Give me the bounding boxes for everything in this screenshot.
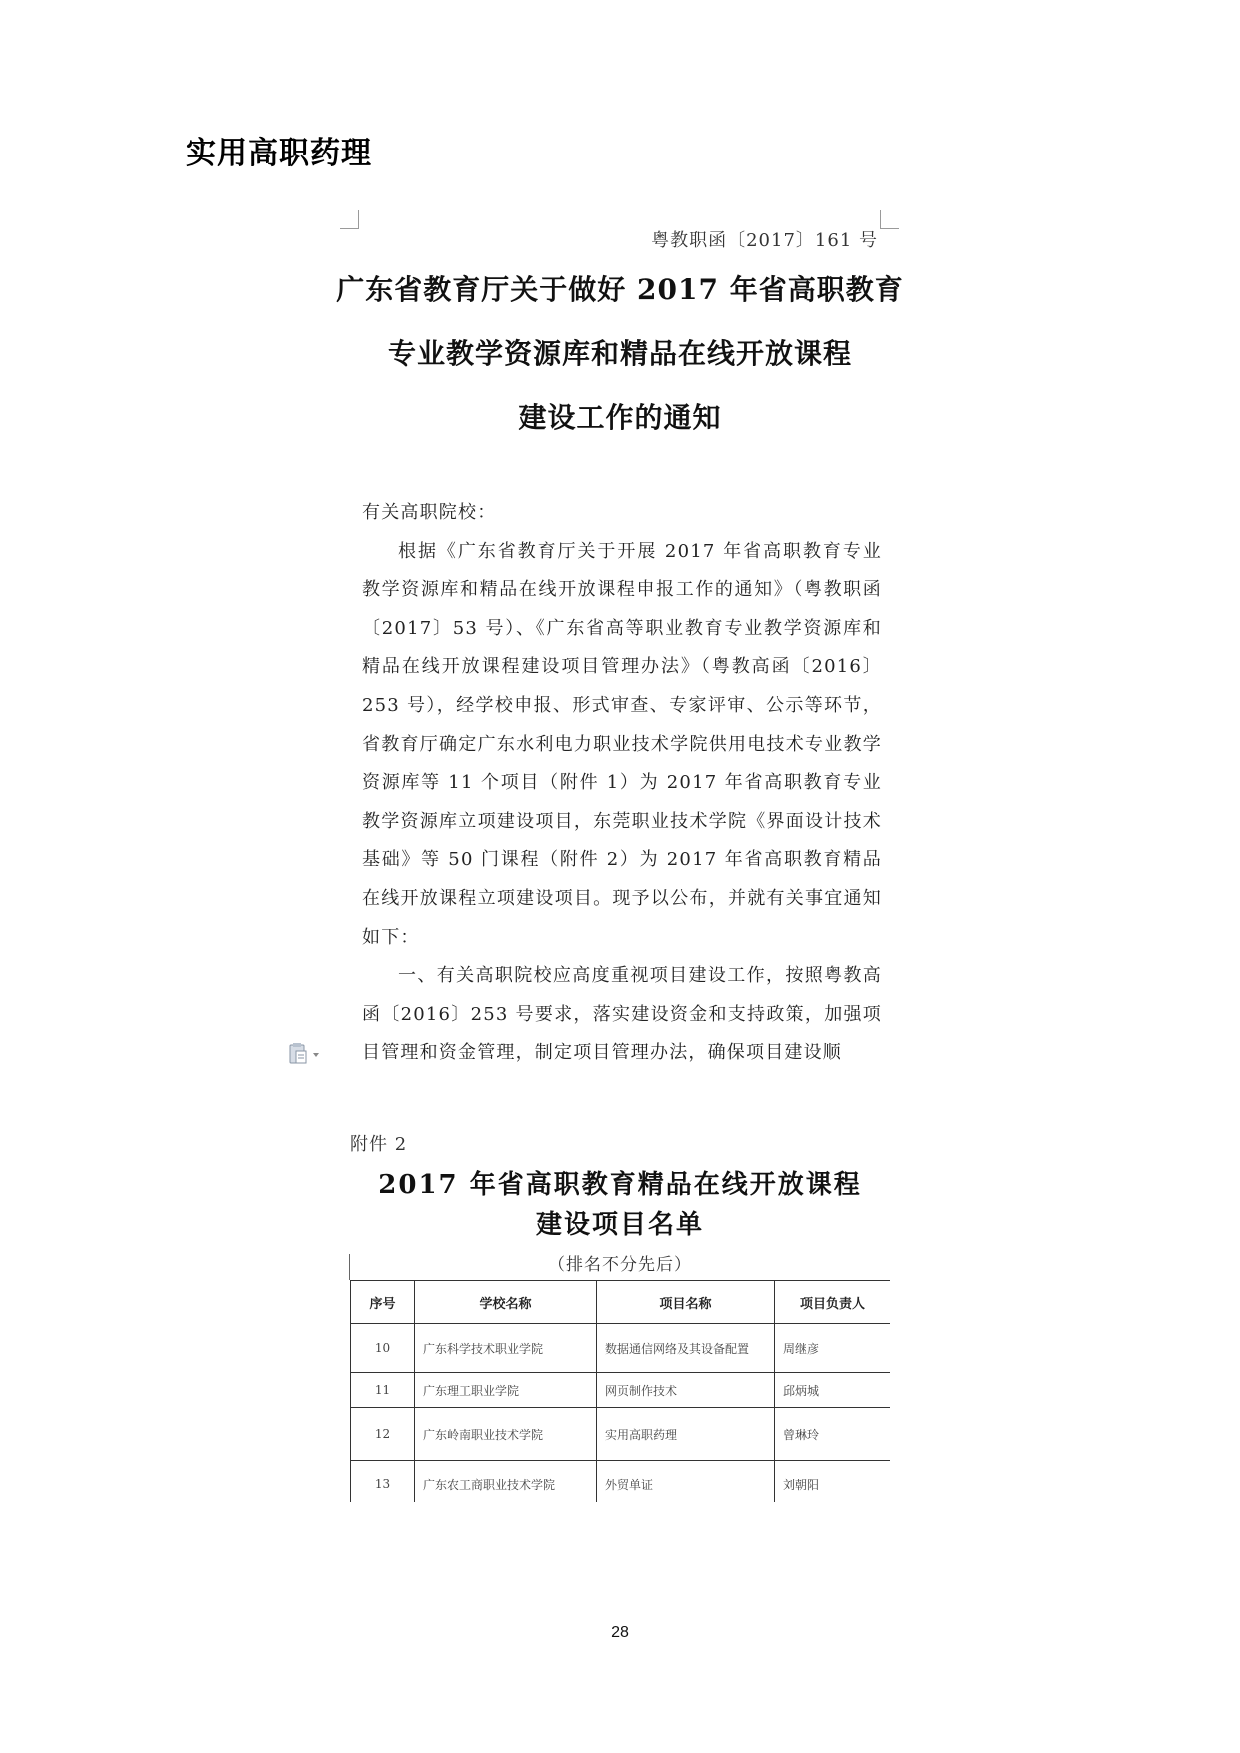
page-number: 28 (611, 1624, 629, 1641)
salutation: 有关高职院校： (362, 502, 497, 523)
crop-mark-top-right (880, 210, 899, 229)
header-serial: 序号 (351, 1281, 415, 1324)
cell-project: 实用高职药理 (597, 1408, 775, 1461)
table-row (351, 1373, 891, 1408)
cell-project: 网页制作技术 (597, 1373, 775, 1408)
table-row (351, 1461, 891, 1503)
cell-serial: 11 (351, 1373, 415, 1408)
cell-project: 外贸单证 (597, 1461, 775, 1503)
header-project: 项目名称 (597, 1281, 775, 1324)
notice-title-line-2: 专业教学资源库和精品在线开放课程 (387, 337, 852, 370)
list-title-line-2: 建设项目名单 (535, 1210, 704, 1240)
header-leader: 项目负责人 (775, 1281, 891, 1324)
table-row (351, 1408, 891, 1461)
cell-serial: 10 (351, 1324, 415, 1373)
notice-body (362, 494, 882, 1073)
cell-school: 广东理工职业学院 (415, 1373, 597, 1408)
cell-project: 数据通信网络及其设备配置 (597, 1324, 775, 1373)
cell-leader: 刘朝阳 (775, 1461, 891, 1503)
attachment-label: 附件 2 (350, 1134, 408, 1155)
cell-school: 广东科学技术职业学院 (415, 1324, 597, 1373)
notice-title-line-3: 建设工作的通知 (518, 401, 722, 434)
cell-school: 广东农工商职业技术学院 (415, 1461, 597, 1503)
table-row (351, 1324, 891, 1373)
project-table (350, 1280, 890, 1502)
body-paragraph-2: 一、有关高职院校应高度重视项目建设工作，按照粤教高函〔2016〕253 号要求，落实建设资金和支持政策，加强项目管理和资金管理，制定项目管理办法，确保项目建设顺 (362, 965, 882, 1064)
cell-leader: 周继彦 (775, 1324, 891, 1373)
cell-school: 广东岭南职业技术学院 (415, 1408, 597, 1461)
page-heading: 实用高职药理 (186, 136, 372, 171)
cell-leader: 邱炳城 (775, 1373, 891, 1408)
table-header-row (351, 1281, 891, 1324)
list-title-line-1: 2017 年省高职教育精品在线开放课程 (378, 1170, 862, 1200)
document-number: 粤教职函〔2017〕161 号 (651, 230, 878, 251)
paste-options-icon[interactable] (288, 1042, 322, 1066)
cell-leader: 曾琳玲 (775, 1408, 891, 1461)
table-left-rule (349, 1254, 350, 1280)
notice-title-line-1: 广东省教育厅关于做好 2017 年省高职教育 (336, 273, 904, 306)
cell-serial: 13 (351, 1461, 415, 1503)
body-paragraph-1: 根据《广东省教育厅关于开展 2017 年省高职教育专业教学资源库和精品在线开放课程申报工作的通知》（粤教职函〔2017〕53 号）、《广东省高等职业教育专业教学资源库和精品在线开放课程建设项目管理办法》（粤教高函〔2016〕253 号），经学校申报、形式审查、专家评审、公示等环节，省教育厅确定广东水利电力职业技术学院供用电技术专业教学资源库等 11 个项目（附件 1）为 2017 年省高职教育专业教学资源库立项建设项目，东莞职业技术学院《界面设计技术基础》等 50 门课程（附件 2）为 2017 年省高职教育精品在线开放课程立项建设项目。现予以公布，并就有关事宜通知如下： (362, 540, 882, 948)
list-subtitle: （排名不分先后） (548, 1255, 692, 1275)
cell-serial: 12 (351, 1408, 415, 1461)
project-table-wrapper (350, 1280, 890, 1502)
header-school: 学校名称 (415, 1281, 597, 1324)
crop-mark-top-left (340, 210, 359, 229)
